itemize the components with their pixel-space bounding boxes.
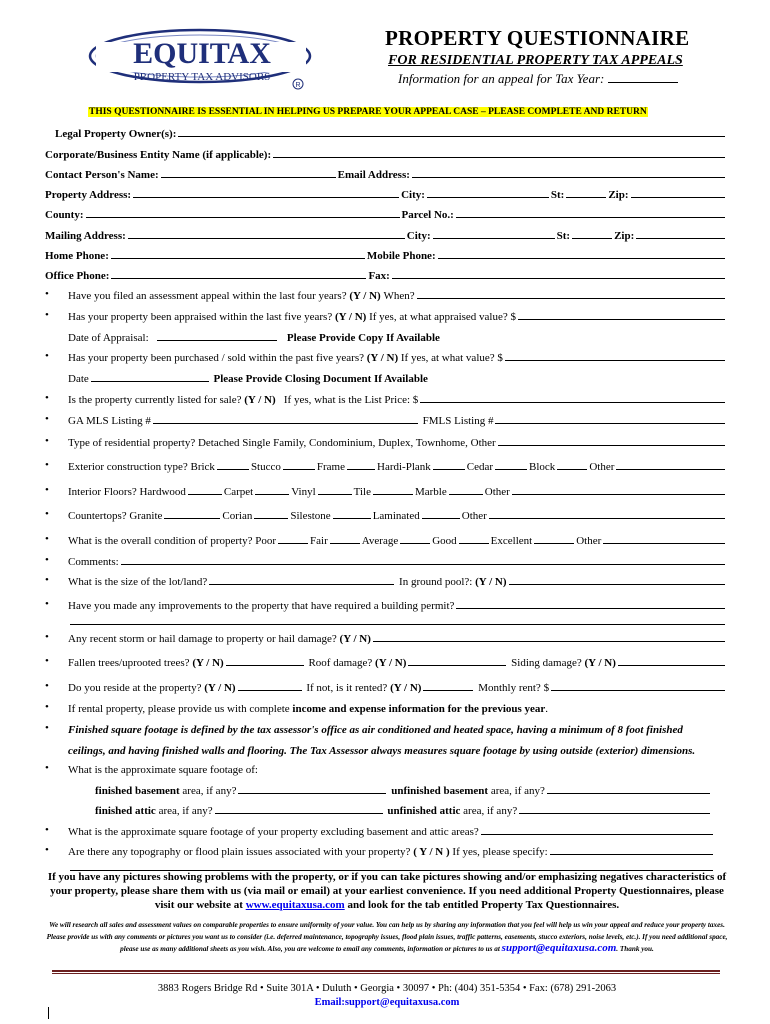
logo-wordmark: EQUITAX xyxy=(133,37,271,70)
bullet-icon: • xyxy=(45,309,49,321)
question-mls xyxy=(68,411,727,427)
contact-field[interactable] xyxy=(161,177,336,178)
reside-label: Do you reside at the property? xyxy=(68,682,202,694)
bullet-icon: • xyxy=(45,484,49,496)
question-condition xyxy=(68,531,727,547)
owner-field[interactable] xyxy=(178,136,725,137)
research-paragraph xyxy=(46,920,728,956)
bullet-icon: • xyxy=(45,554,49,566)
footer-email-link[interactable]: Email:support@equitaxusa.com xyxy=(314,997,460,1008)
question-exterior xyxy=(68,457,727,473)
pictures-paragraph xyxy=(46,870,728,912)
bullet-icon: • xyxy=(45,435,49,447)
pool-field[interactable] xyxy=(509,584,726,585)
basement-row xyxy=(95,781,712,797)
rent-label: Monthly rent? $ xyxy=(478,682,550,694)
countertops-other-field[interactable] xyxy=(489,518,725,519)
roof-label: Roof damage? xyxy=(308,657,373,669)
question-sold-text: Has your property been purchased / sold within the past five years? xyxy=(68,352,364,364)
bullet-icon: • xyxy=(45,631,49,643)
county-field[interactable] xyxy=(86,217,400,218)
trees-label: Fallen trees/uprooted trees? xyxy=(68,657,190,669)
carpet-field[interactable] xyxy=(255,494,289,495)
contact-row xyxy=(45,165,727,181)
frame-label: Frame xyxy=(316,461,345,473)
email-label: Email Address: xyxy=(337,169,410,181)
question-total-sqft xyxy=(68,822,715,838)
county-row xyxy=(45,205,727,221)
pictures-text-end: and look for the tab entitled Property Tax Questionnaires. xyxy=(347,899,620,911)
question-improvements xyxy=(68,596,727,612)
question-floors xyxy=(68,482,727,498)
appraised-value-label: If yes, at what appraised value? $ xyxy=(369,311,517,323)
notice-banner: THIS QUESTIONNAIRE IS ESSENTIAL IN HELPING US PREPARE YOUR APPEAL CASE – PLEASE COMPLETE AND RETURN xyxy=(89,107,647,117)
yn-label: (Y / N) xyxy=(475,576,507,588)
vinyl-field[interactable] xyxy=(318,494,352,495)
floors-other-label: Other xyxy=(484,486,510,498)
zip-field[interactable] xyxy=(631,197,725,198)
stucco-label: Stucco xyxy=(250,461,281,473)
support-email-link[interactable]: support@equitaxusa.com xyxy=(501,942,617,954)
research-text: We will research all sales and assessment values on comparable properties to ensure uniformity of your value. You can help us by sharing any information that you feel will help us win your appeal and reduce your property taxes. Please provide us with any comments or pictures you want us to consider (i.e. deferred maintenance, topography issues, flood plain issues, traffic patterns, easements, stucco exteriors, noise levels, etc.). If you need additional space, please use as many additional sheets as you wish. Also, you are welcome to email any comments, information or pictures to us at xyxy=(46,921,728,953)
question-countertops xyxy=(68,506,727,522)
appeal-when-field[interactable] xyxy=(417,298,725,299)
footer-address: 3883 Rogers Bridge Rd • Suite 301A • Duluth • Georgia • 30097 • Ph: (404) 351-5354 • Fax: (678) 291-2063 xyxy=(157,983,617,994)
contact-label: Contact Person's Name: xyxy=(45,169,159,181)
vinyl-label: Vinyl xyxy=(291,486,316,498)
yn-label: (Y / N) xyxy=(390,682,422,694)
storm-field[interactable] xyxy=(373,641,725,642)
laminated-label: Laminated xyxy=(372,510,420,522)
registered-mark: R xyxy=(295,82,301,89)
bullet-icon: • xyxy=(45,350,49,362)
improvements-field-2[interactable] xyxy=(70,624,725,625)
fax-field[interactable] xyxy=(392,278,725,279)
finished-basement-label: finished basement xyxy=(95,785,180,797)
siding-label: Siding damage? xyxy=(511,657,582,669)
parcel-field[interactable] xyxy=(456,217,725,218)
rental-label: If rental property, please provide us with complete xyxy=(68,703,290,715)
marble-label: Marble xyxy=(414,486,447,498)
list-price-field[interactable] xyxy=(420,402,725,403)
question-storm xyxy=(68,629,727,645)
office-phone-label: Office Phone: xyxy=(45,270,110,282)
bullet-icon: • xyxy=(45,574,49,586)
finished-basement-field[interactable] xyxy=(238,793,386,794)
silestone-label: Silestone xyxy=(290,510,331,522)
question-rental xyxy=(68,699,727,715)
home-phone-field[interactable] xyxy=(111,258,365,259)
page-title: PROPERTY QUESTIONNAIRE xyxy=(385,26,690,50)
footer-divider xyxy=(52,970,720,972)
property-type-field[interactable] xyxy=(498,445,725,446)
comments-field[interactable] xyxy=(121,564,725,565)
bullet-icon: • xyxy=(45,598,49,610)
question-type-text: Type of residential property? Detached Single Family, Condominium, Duplex, Townhome, Other xyxy=(68,437,496,449)
text-cursor xyxy=(48,1007,49,1019)
ga-mls-label: GA MLS Listing # xyxy=(68,415,151,427)
footer-divider-thin xyxy=(52,973,720,974)
bullet-icon: • xyxy=(45,722,49,734)
improvements-label: Have you made any improvements to the property that have required a building permit? xyxy=(68,600,455,612)
exterior-other-field[interactable] xyxy=(616,469,725,470)
yn-label: (Y / N) xyxy=(204,682,236,694)
owner-row xyxy=(55,124,727,140)
question-appeal-text: Have you filed an assessment appeal within the last four years? xyxy=(68,290,347,302)
trees-field[interactable] xyxy=(226,665,304,666)
state-field[interactable] xyxy=(566,197,606,198)
unfinished-attic-field[interactable] xyxy=(519,813,710,814)
logo-graphic xyxy=(82,24,322,90)
appraisal-copy-note: Please Provide Copy If Available xyxy=(286,332,440,344)
property-address-field[interactable] xyxy=(133,197,399,198)
unfinished-attic-area-label: area, if any? xyxy=(463,805,518,817)
lot-size-label: What is the size of the lot/land? xyxy=(68,576,208,588)
owner-label: Legal Property Owner(s): xyxy=(55,128,177,140)
hardwood-field[interactable] xyxy=(188,494,222,495)
state-label: St: xyxy=(550,189,565,201)
bullet-icon: • xyxy=(45,824,49,836)
yn-label: (Y / N) xyxy=(339,633,371,645)
block-label: Block xyxy=(529,461,556,473)
fair-label: Fair xyxy=(310,535,328,547)
fmls-field[interactable] xyxy=(495,423,725,424)
exterior-label: Exterior construction type? Brick xyxy=(68,461,215,473)
bullet-icon: • xyxy=(45,508,49,520)
marble-field[interactable] xyxy=(449,494,483,495)
bullet-icon: • xyxy=(45,413,49,425)
rental-period: . xyxy=(545,703,549,715)
finished-attic-field[interactable] xyxy=(215,813,383,814)
sold-value-field[interactable] xyxy=(505,360,725,361)
tile-field[interactable] xyxy=(373,494,413,495)
bullet-icon: • xyxy=(45,680,49,692)
yn-label: ( Y / N ) xyxy=(413,846,450,858)
corporate-label: Corporate/Business Entity Name (if applicable): xyxy=(45,149,272,161)
ga-mls-field[interactable] xyxy=(153,423,418,424)
bullet-icon: • xyxy=(45,701,49,713)
storm-label: Any recent storm or hail damage to property or hail damage? xyxy=(68,633,337,645)
cedar-label: Cedar xyxy=(466,461,494,473)
finished-attic-area-label: area, if any? xyxy=(158,805,213,817)
website-link[interactable]: www.equitaxusa.com xyxy=(245,899,345,911)
parcel-label: Parcel No.: xyxy=(401,209,454,221)
mailing-state-label: St: xyxy=(556,230,571,242)
sold-value-label: If yes, at what value? $ xyxy=(400,352,503,364)
silestone-field[interactable] xyxy=(333,518,371,519)
finished-basement-area-label: area, if any? xyxy=(182,785,237,797)
city-field[interactable] xyxy=(427,197,549,198)
office-phone-field[interactable] xyxy=(111,278,366,279)
sold-date-row xyxy=(68,369,428,385)
closing-doc-note: Please Provide Closing Document If Available xyxy=(213,373,428,385)
excellent-field[interactable] xyxy=(534,543,574,544)
appraised-value-field[interactable] xyxy=(518,319,725,320)
condition-other-label: Other xyxy=(576,535,602,547)
city-label: City: xyxy=(401,189,425,201)
bullet-icon: • xyxy=(45,533,49,545)
flood-specify-label: If yes, please specify: xyxy=(452,846,548,858)
mobile-phone-label: Mobile Phone: xyxy=(366,250,436,262)
question-reside xyxy=(68,678,727,694)
excellent-label: Excellent xyxy=(490,535,533,547)
mailing-address-label: Mailing Address: xyxy=(45,230,126,242)
appraisal-date-row xyxy=(68,328,440,344)
pictures-text: If you have any pictures showing problems with the property, or if you can take pictures showing and/or emphasizing negatives characteristics of your property, please share them with us (via mail or email) at your earliest convenience. If you need additional Property Questionnaires, please visit our website at xyxy=(47,871,727,911)
tax-year-label: Information for an appeal for Tax Year: xyxy=(398,71,605,86)
zip-label: Zip: xyxy=(608,189,629,201)
property-address-row xyxy=(45,185,727,201)
sqft-definition-text-1: Finished square footage is defined by the tax assessor's office as air conditioned and heated space, having a minimum of 8 foot finished xyxy=(68,724,683,736)
question-type xyxy=(68,433,727,449)
yn-label: (Y / N) xyxy=(375,657,407,669)
appraisal-date-label: Date of Appraisal: xyxy=(68,332,149,344)
stucco-field[interactable] xyxy=(283,469,315,470)
question-listed-text: Is the property currently listed for sale? xyxy=(68,394,242,406)
mailing-zip-field[interactable] xyxy=(636,238,725,239)
hardi-plank-label: Hardi-Plank xyxy=(377,461,431,473)
flood-specify-field[interactable] xyxy=(550,854,713,855)
bullet-icon: • xyxy=(45,288,49,300)
question-sold xyxy=(68,348,727,364)
finished-attic-label: finished attic xyxy=(95,805,156,817)
average-field[interactable] xyxy=(400,543,430,544)
countertops-other-label: Other xyxy=(461,510,487,522)
question-trees xyxy=(68,653,727,669)
sqft-definition-line-1 xyxy=(68,720,727,736)
property-address-label: Property Address: xyxy=(45,189,132,201)
appraisal-date-field[interactable] xyxy=(157,340,277,341)
question-lot xyxy=(68,572,727,588)
exterior-other-label: Other xyxy=(589,461,615,473)
question-sqft xyxy=(68,760,727,776)
average-label: Average xyxy=(361,535,399,547)
bullet-icon: • xyxy=(45,392,49,404)
condition-other-field[interactable] xyxy=(603,543,725,544)
brick-field[interactable] xyxy=(217,469,249,470)
yn-label: (Y / N) xyxy=(334,311,367,323)
roof-field[interactable] xyxy=(408,665,506,666)
granite-field[interactable] xyxy=(164,518,220,519)
laminated-field[interactable] xyxy=(422,518,460,519)
unfinished-basement-label: unfinished basement xyxy=(391,785,489,797)
unfinished-basement-area-label: area, if any? xyxy=(490,785,545,797)
flood-label: Are there any topography or flood plain issues associated with your property? xyxy=(68,846,411,858)
condition-label: What is the overall condition of property? Poor xyxy=(68,535,277,547)
home-phone-label: Home Phone: xyxy=(45,250,109,262)
tax-year-field[interactable] xyxy=(608,72,678,83)
yn-label: (Y / N) xyxy=(366,352,399,364)
list-price-label: If yes, what is the List Price: $ xyxy=(283,394,419,406)
sold-date-label: Date xyxy=(68,373,89,385)
total-sqft-label: What is the approximate square footage of your property excluding basement and attic areas? xyxy=(68,826,479,838)
rent-field[interactable] xyxy=(551,690,725,691)
bullet-icon: • xyxy=(45,844,49,856)
page-subtitle: FOR RESIDENTIAL PROPERTY TAX APPEALS xyxy=(388,53,683,68)
tax-year-line xyxy=(398,71,678,87)
fmls-label: FMLS Listing # xyxy=(422,415,494,427)
frame-field[interactable] xyxy=(347,469,375,470)
bullet-icon: • xyxy=(45,655,49,667)
mailing-zip-label: Zip: xyxy=(614,230,635,242)
sold-date-field[interactable] xyxy=(91,381,209,382)
sqft-definition-text-2: ceilings, and having finished walls and flooring. The Tax Assessor always measures square footage by using outside (exterior) dimensions. xyxy=(68,745,696,757)
thank-you-text: . Thank you. xyxy=(616,945,654,953)
yn-label: (Y / N) xyxy=(584,657,616,669)
unfinished-attic-label: unfinished attic xyxy=(387,805,461,817)
hardi-plank-field[interactable] xyxy=(433,469,465,470)
corian-field[interactable] xyxy=(254,518,288,519)
corporate-field[interactable] xyxy=(273,157,725,158)
when-label: When? xyxy=(383,290,415,302)
sqft-label: What is the approximate square footage of: xyxy=(68,764,258,776)
carpet-label: Carpet xyxy=(223,486,254,498)
floors-other-field[interactable] xyxy=(512,494,725,495)
bullet-icon: • xyxy=(45,762,49,774)
sqft-definition-line-2 xyxy=(68,741,727,757)
question-comments xyxy=(68,552,727,568)
equitax-logo xyxy=(82,24,322,90)
good-label: Good xyxy=(432,535,457,547)
block-field[interactable] xyxy=(557,469,587,470)
yn-label: (Y / N) xyxy=(244,394,276,406)
floors-label: Interior Floors? Hardwood xyxy=(68,486,186,498)
mailing-address-row xyxy=(45,226,727,242)
question-listed xyxy=(68,390,727,406)
question-flood xyxy=(68,842,715,858)
improvements-line-2 xyxy=(68,612,727,628)
lot-size-field[interactable] xyxy=(209,584,394,585)
fax-label: Fax: xyxy=(368,270,390,282)
email-field[interactable] xyxy=(412,177,725,178)
corporate-row xyxy=(45,145,727,161)
cedar-field[interactable] xyxy=(495,469,527,470)
rented-field[interactable] xyxy=(423,690,473,691)
attic-row xyxy=(95,801,712,817)
mobile-phone-field[interactable] xyxy=(438,258,725,259)
question-appeal xyxy=(68,286,727,302)
rental-income-note: income and expense information for the previous year xyxy=(292,703,546,715)
phone-row xyxy=(45,246,727,262)
siding-field[interactable] xyxy=(618,665,725,666)
rented-label: If not, is it rented? xyxy=(306,682,388,694)
total-sqft-field[interactable] xyxy=(481,834,713,835)
bullet-icon: • xyxy=(45,459,49,471)
yn-label: (Y / N) xyxy=(192,657,224,669)
mailing-address-field[interactable] xyxy=(128,238,405,239)
question-appraised xyxy=(68,307,727,323)
fair-field[interactable] xyxy=(330,543,360,544)
mailing-city-label: City: xyxy=(406,230,431,242)
reside-field[interactable] xyxy=(238,690,302,691)
corian-label: Corian xyxy=(222,510,253,522)
yn-label: (Y / N) xyxy=(349,290,381,302)
pool-label: In ground pool?: xyxy=(399,576,473,588)
office-row xyxy=(45,266,727,282)
county-label: County: xyxy=(45,209,84,221)
comments-label: Comments: xyxy=(68,556,119,568)
mailing-state-field[interactable] xyxy=(572,238,612,239)
mailing-city-field[interactable] xyxy=(433,238,555,239)
unfinished-basement-field[interactable] xyxy=(547,793,710,794)
tile-label: Tile xyxy=(353,486,371,498)
question-appraised-text: Has your property been appraised within the last five years? xyxy=(68,311,333,323)
good-field[interactable] xyxy=(459,543,489,544)
logo-tagline: PROPERTY TAX ADVISORS xyxy=(133,71,271,83)
poor-field[interactable] xyxy=(278,543,308,544)
improvements-field[interactable] xyxy=(456,608,725,609)
countertops-label: Countertops? Granite xyxy=(68,510,163,522)
